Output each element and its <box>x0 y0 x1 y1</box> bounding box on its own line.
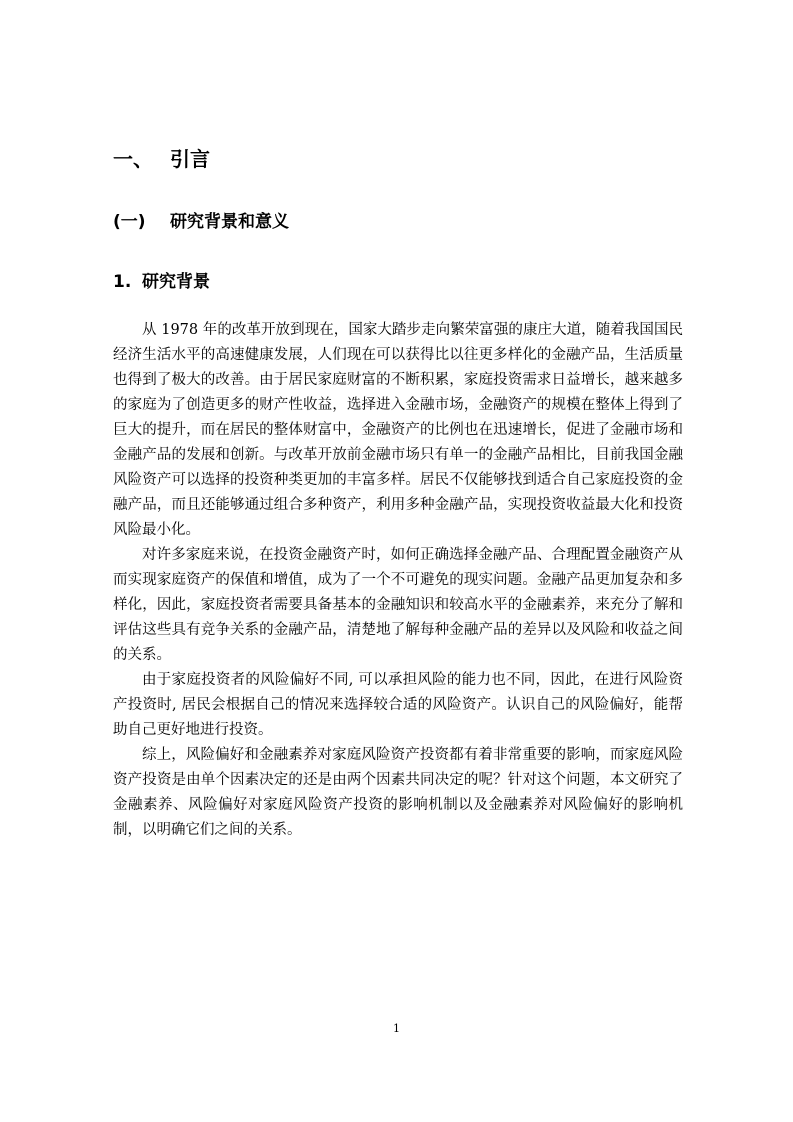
section-number: (一) <box>113 212 146 232</box>
section-title: 研究背景和意义 <box>170 212 289 232</box>
paragraph: 从 1978 年的改革开放到现在，国家大踏步走向繁荣富强的康庄大道，随着我国国民经济生活水平的高速健康发展，人们现在可以获得比以往更多样化的金融产品，生活质量也得到了极大的改善。由于居民家庭财富的不断积累，家庭投资需求日益增长，越来越多的家庭为了创造更多的财产性收益，选择进入金融市场，金融资产的规模在整体上得到了巨大的提升，而在居民的整体财富中，金融资产的比例也在迅速增长，促进了金融市场和金融产品的发展和创新。与改革开放前金融市场只有单一的金融产品相比，目前我国金融风险资产可以选择的投资种类更加的丰富多样。居民不仅能够找到适合自己家庭投资的金融产品，而且还能够通过组合多种资产，利用多种金融产品，实现投资收益最大化和投资风险最小化。 <box>113 322 683 538</box>
chapter-number: 一、 <box>113 147 153 171</box>
body-text <box>113 318 683 843</box>
page-number: 1 <box>393 1022 400 1035</box>
chapter-heading <box>113 146 210 172</box>
paragraph: 由于家庭投资者的风险偏好不同, 可以承担风险的能力也不同，因此，在进行风险资产投资时, 居民会根据自己的情况来选择较合适的风险资产。认识自己的风险偏好，能帮助自己更好地进行投资。 <box>113 672 683 738</box>
paragraph: 对许多家庭来说，在投资金融资产时，如何正确选择金融产品、合理配置金融资产从而实现家庭资产的保值和增值，成为了一个不可避免的现实问题。金融产品更加复杂和多样化，因此，家庭投资者需要具备基本的金融知识和较高水平的金融素养，来充分了解和评估这些具有竞争关系的金融产品，清楚地了解每种金融产品的差异以及风险和收益之间的关系。 <box>113 547 683 663</box>
subsection-heading <box>113 270 210 294</box>
chapter-title: 引言 <box>170 147 210 171</box>
paragraph: 综上，风险偏好和金融素养对家庭风险资产投资都有着非常重要的影响，而家庭风险资产投资是由单个因素决定的还是由两个因素共同决定的呢？针对这个问题，本文研究了金融素养、风险偏好对家庭风险资产投资的影响机制以及金融素养对风险偏好的影响机制，以明确它们之间的关系。 <box>113 747 683 838</box>
subsection-number: 1. <box>113 272 132 292</box>
subsection-title: 研究背景 <box>142 272 210 292</box>
section-heading <box>113 210 289 234</box>
